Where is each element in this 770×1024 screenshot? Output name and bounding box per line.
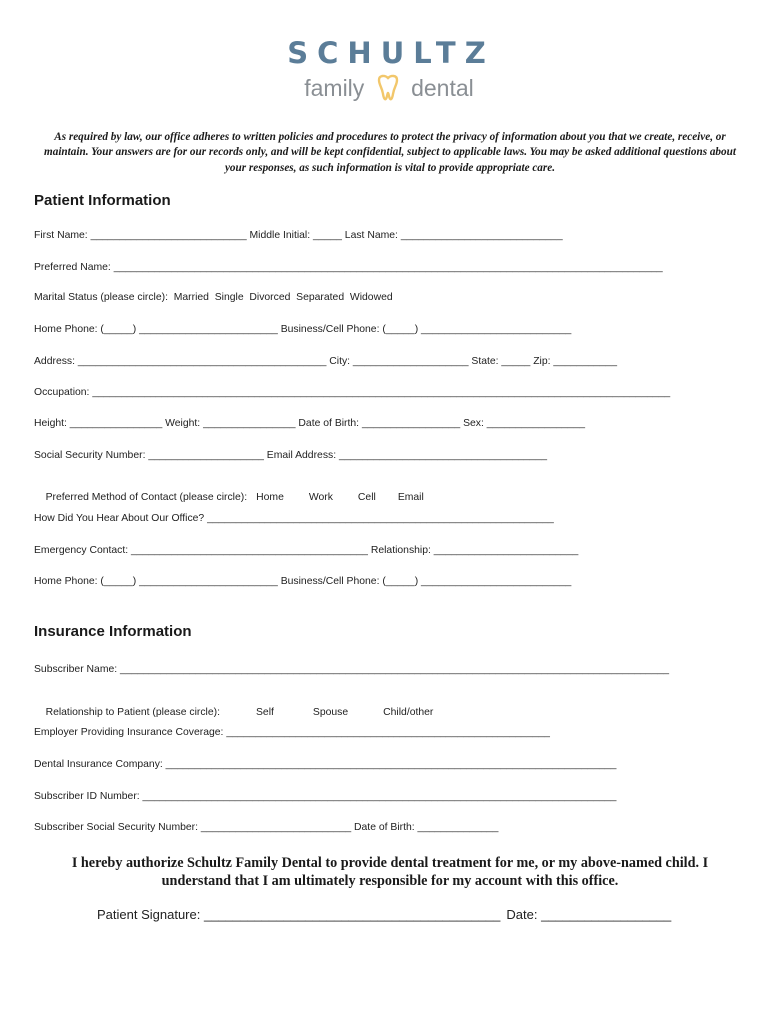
marital-status-line[interactable]: Marital Status (please circle): Married Single Divorced Separated Widowed [34, 292, 393, 303]
contact-option-email[interactable]: Email [397, 492, 424, 503]
patient-information-heading: Patient Information [34, 192, 171, 209]
subscriber-ssn-line[interactable]: Subscriber Social Security Number: __________________________ Date of Birth: ______________ [34, 822, 499, 833]
relationship-option-child[interactable]: Child/other [383, 707, 434, 718]
insurance-information-heading: Insurance Information [34, 623, 192, 640]
emergency-phone-line[interactable]: Home Phone: (_____) ________________________ Business/Cell Phone: (_____) __________________________ [34, 576, 572, 587]
logo-subtitle [8, 71, 770, 103]
subscriber-id-line[interactable]: Subscriber ID Number: __________________________________________________________________________________ [34, 791, 617, 802]
logo-word-dental: dental [411, 74, 474, 101]
relationship-line [34, 696, 433, 729]
employer-line[interactable]: Employer Providing Insurance Coverage: ________________________________________________________ [34, 727, 550, 738]
authorization-statement: I hereby authorize Schultz Family Dental to provide dental treatment for me, or my above-named child. I understand that I am ultimately responsible for my account with this office. [71, 855, 709, 889]
contact-option-work[interactable]: Work [308, 492, 333, 503]
emergency-contact-line[interactable]: Emergency Contact: _________________________________________ Relationship: _________________________ [34, 545, 579, 556]
height-weight-line[interactable]: Height: ________________ Weight: ________________ Date of Birth: _________________ Sex: _________________ [34, 418, 585, 429]
contact-method-label: Preferred Method of Contact (please circle): [45, 492, 248, 503]
address-line[interactable]: Address: ___________________________________________ City: ____________________ State: _____ Zip: ___________ [34, 356, 617, 367]
contact-method-line [34, 481, 424, 514]
relationship-label: Relationship to Patient (please circle): [45, 707, 220, 718]
contact-option-home[interactable]: Home [256, 492, 284, 503]
referral-source-line[interactable]: How Did You Hear About Our Office? ____________________________________________________________ [34, 513, 554, 524]
date-field[interactable]: Date: __________________ [506, 907, 672, 922]
contact-option-cell[interactable]: Cell [357, 492, 376, 503]
signature-line [97, 907, 671, 922]
privacy-notice: As required by law, our office adheres to written policies and procedures to protect the privacy of information about you that we create, receive, or maintain. Your answers are for our records only, and will be kept confidential, subject to applicable laws. You may be asked additional questions about your responses, as such information is vital to provide appropriate care. [44, 131, 736, 174]
insurance-company-line[interactable]: Dental Insurance Company: ______________________________________________________________________________ [34, 759, 617, 770]
occupation-line[interactable]: Occupation: ____________________________________________________________________________________________________ [34, 387, 671, 398]
ssn-email-line[interactable]: Social Security Number: ____________________ Email Address: ____________________________________ [34, 450, 548, 461]
preferred-name-line[interactable]: Preferred Name: _______________________________________________________________________________________________ [34, 262, 663, 273]
logo-word-family: family [304, 74, 365, 101]
relationship-option-spouse[interactable]: Spouse [312, 707, 349, 718]
practice-logo [0, 36, 770, 103]
tooth-icon [375, 74, 401, 102]
relationship-option-self[interactable]: Self [255, 707, 274, 718]
phone-line[interactable]: Home Phone: (_____) ________________________ Business/Cell Phone: (_____) __________________________ [34, 324, 572, 335]
logo-name: SCHULTZ [287, 36, 495, 70]
subscriber-name-line[interactable]: Subscriber Name: _______________________________________________________________________________________________ [34, 664, 670, 675]
patient-signature-field[interactable]: Patient Signature: _________________________________________ [97, 907, 501, 922]
name-fields-line[interactable]: First Name: ___________________________ Middle Initial: _____ Last Name: ____________________________ [34, 230, 563, 241]
